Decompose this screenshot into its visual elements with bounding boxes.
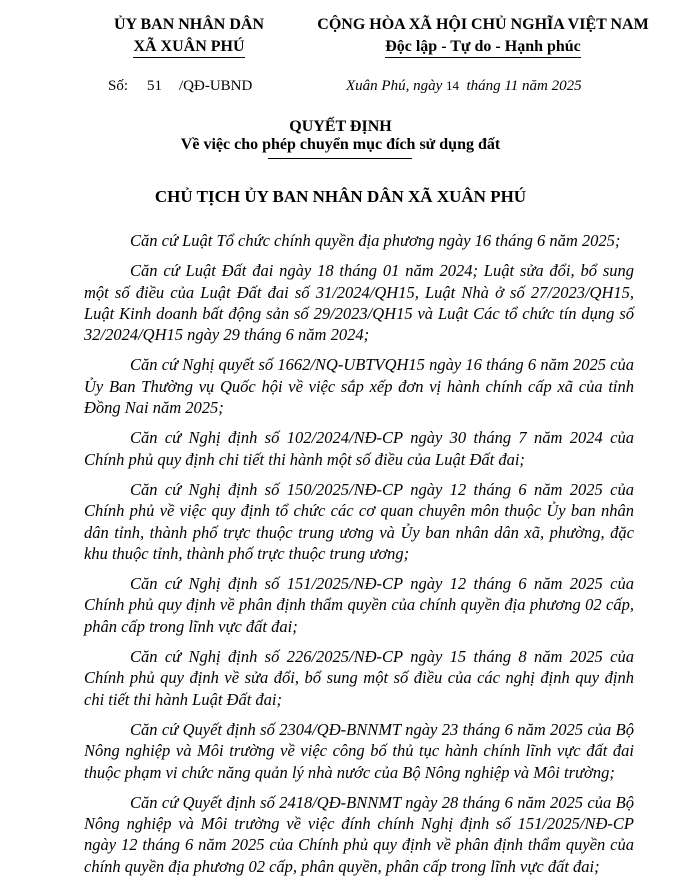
document-title: QUYẾT ĐỊNH (289, 118, 392, 135)
subtitle-rule (268, 158, 412, 159)
legal-basis-paragraph: Căn cứ Quyết định số 2418/QĐ-BNNMT ngày 28 tháng 6 năm 2025 của Bộ Nông nghiệp và Môi trường về việc đính chính Nghị định số 151/2025/NĐ-CP ngày 12 tháng 6 năm 2025 của Chính phủ quy định về phân định thẩm quyền của chính quyền địa phương 02 cấp, phân quyền, phân cấp trong lĩnh vực đất đai; (84, 792, 634, 876)
legal-bases (84, 230, 634, 886)
doc-number-label: Số: (108, 78, 129, 94)
dateline-month-year: tháng 11 năm 2025 (466, 78, 582, 94)
legal-basis-paragraph: Căn cứ Quyết định số 2304/QĐ-BNNMT ngày 23 tháng 6 năm 2025 của Bộ Nông nghiệp và Môi trường về việc công bố thủ tục hành chính lĩnh vực đất đai thuộc phạm vi chức năng quản lý nhà nước của Bộ Nông nghiệp và Môi trường; (84, 719, 634, 782)
issuing-agency (84, 14, 294, 58)
legal-basis-paragraph: Căn cứ Nghị định số 151/2025/NĐ-CP ngày 12 tháng 6 năm 2025 của Chính phủ quy định về phân định thẩm quyền của chính quyền địa phương 02 cấp, phân cấp trong lĩnh vực đất đai; (84, 574, 634, 636)
doc-number-suffix: /QĐ-UBND (179, 78, 253, 94)
legal-basis-paragraph: Căn cứ Nghị quyết số 1662/NQ-UBTVQH15 ngày 16 tháng 6 năm 2025 của Ủy Ban Thường vụ Quốc hội về việc sắp xếp đơn vị hành chính cấp xã của tỉnh Đồng Nai năm 2025; (84, 355, 634, 418)
document-subtitle: Về việc cho phép chuyển mục đích sử dụng đất (180, 136, 501, 153)
legal-basis-paragraph: Căn cứ Nghị định số 150/2025/NĐ-CP ngày 12 tháng 6 năm 2025 của Chính phủ về việc quy định tổ chức các cơ quan chuyên môn thuộc Ủy ban nhân dân tỉnh, thành phố trực thuộc trung ương và Ủy ban nhân dân xã, phường, đặc khu thuộc tỉnh, thành phố trực thuộc trung ương; (84, 479, 634, 563)
doc-number-value: 51 (147, 78, 162, 94)
legal-basis-paragraph: Căn cứ Nghị định số 226/2025/NĐ-CP ngày 15 tháng 8 năm 2025 của Chính phủ quy định về sửa đổi, bổ sung một số điều của các nghị định quy định chi tiết thi hành Luật Đất đai; (84, 647, 634, 709)
legal-basis-paragraph: Căn cứ Luật Tổ chức chính quyền địa phương ngày 16 tháng 6 năm 2025; (130, 231, 621, 250)
dateline-place: Xuân Phú, ngày (346, 78, 443, 94)
dateline (346, 76, 582, 96)
commune-name: XÃ XUÂN PHÚ (133, 37, 244, 58)
national-motto: Độc lập - Tự do - Hạnh phúc (385, 37, 581, 58)
legal-basis-paragraph: Căn cứ Nghị định số 102/2024/NĐ-CP ngày 30 tháng 7 năm 2024 của Chính phủ quy định chi tiết thi hành một số điều của Luật Đất đai; (84, 428, 634, 469)
issuing-authority: CHỦ TỊCH ỦY BAN NHÂN DÂN XÃ XUÂN PHÚ (154, 187, 527, 206)
legal-basis-paragraph: Căn cứ Luật Đất đai ngày 18 tháng 01 năm 2024; Luật sửa đổi, bổ sung một số điều của Luật Đất đai số 31/2024/QH15, Luật Nhà ở số 27/2023/QH15, Luật Kinh doanh bất động sản số 29/2023/QH15 và Luật Các tổ chức tín dụng số 32/2024/QH15 ngày 29 tháng 6 năm 2024; (84, 261, 634, 345)
agency-name: ỦY BAN NHÂN DÂN (113, 16, 265, 33)
national-title: CỘNG HÒA XÃ HỘI CHỦ NGHĨA VIỆT NAM (317, 16, 649, 33)
dateline-day: 14 (445, 78, 459, 93)
national-header (292, 14, 674, 58)
